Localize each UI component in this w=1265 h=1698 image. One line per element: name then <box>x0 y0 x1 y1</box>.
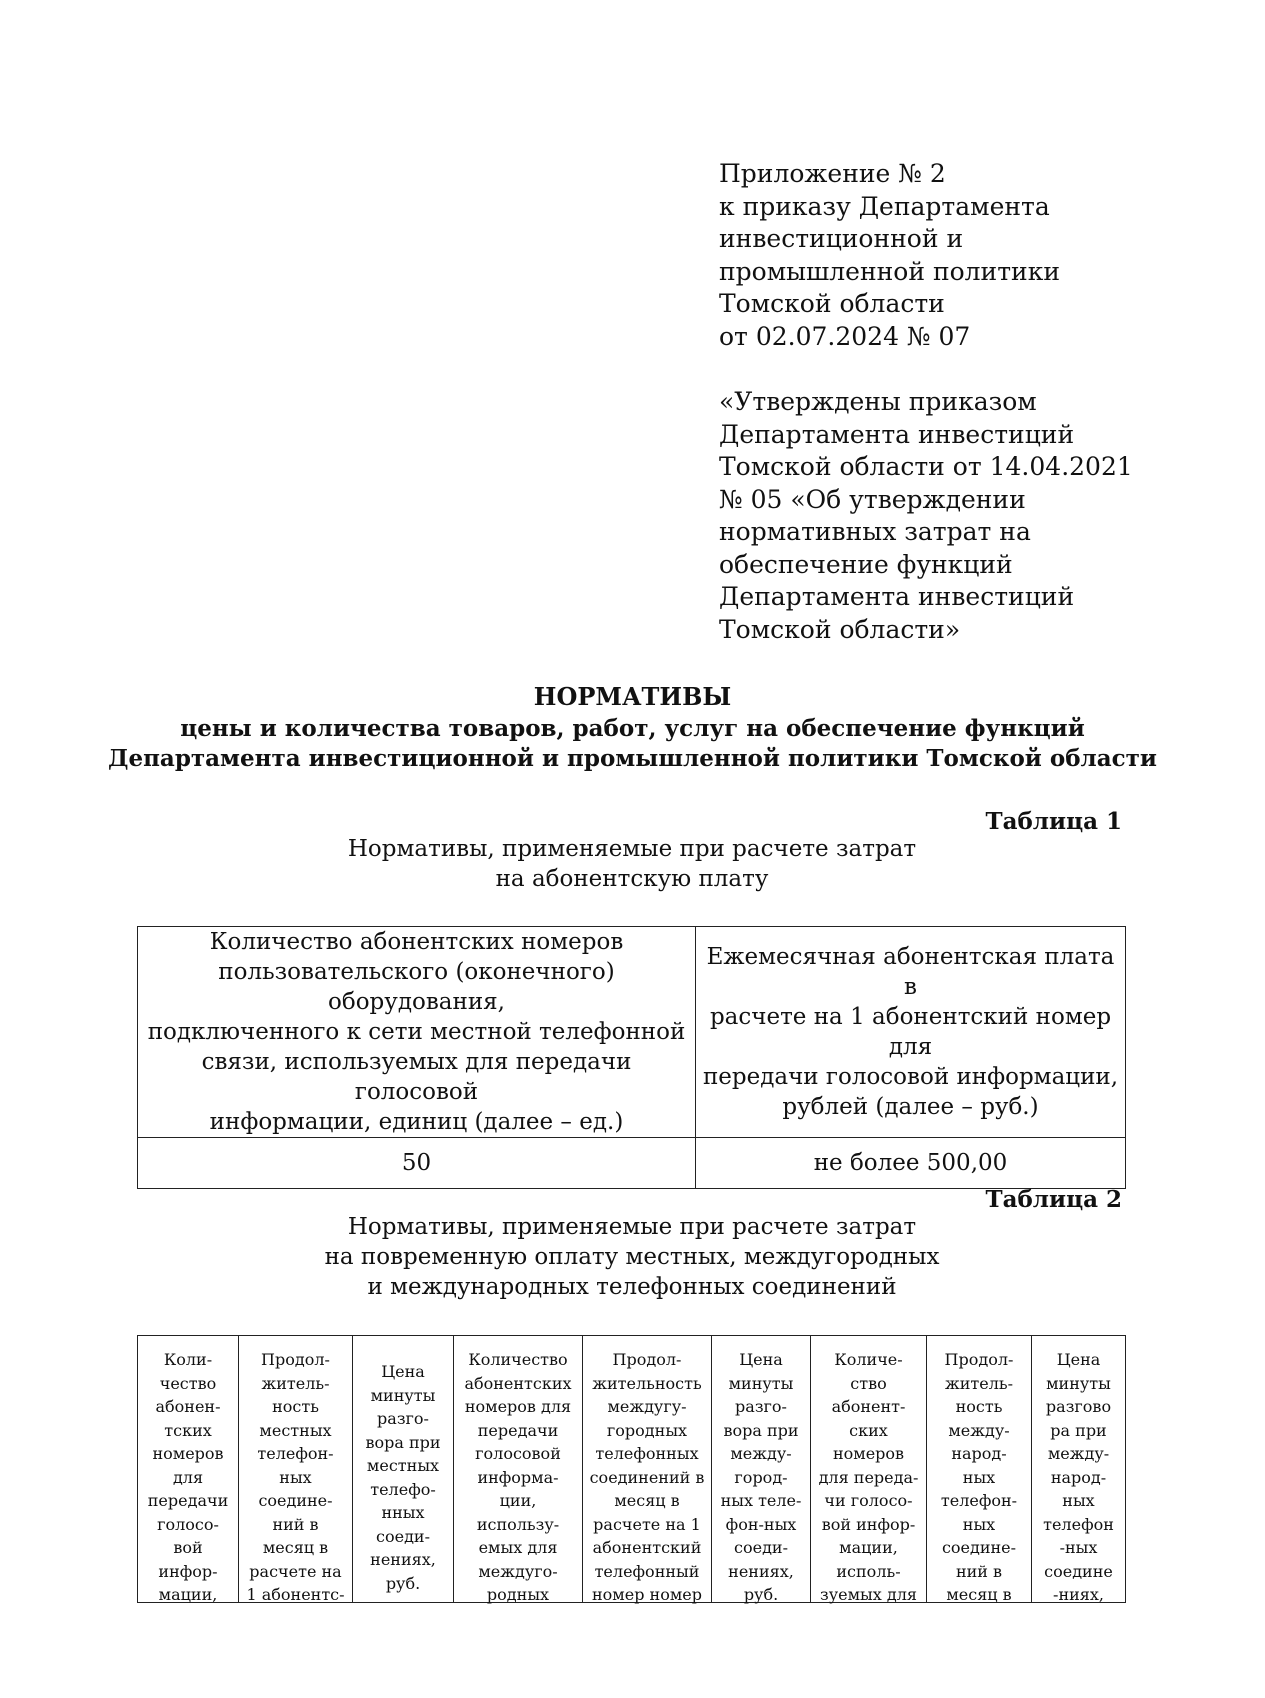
header-line: Продол- <box>612 1350 682 1369</box>
approval-line: Томской области» <box>719 614 961 644</box>
header-line: междуго- <box>478 1561 558 1581</box>
header-line: соедине <box>1044 1561 1113 1581</box>
caption-line: на повременную оплату местных, междугородных <box>324 1244 940 1270</box>
header-line: ных <box>1062 1491 1095 1510</box>
table1-header-cell <box>696 927 1126 1138</box>
header-line: руб. <box>743 1585 779 1604</box>
header-line: телефонных <box>595 1444 699 1463</box>
header-line: абонентских <box>464 1373 572 1393</box>
header-line: нениях, <box>728 1561 794 1581</box>
header-line: народ- <box>1050 1467 1107 1487</box>
document-subtitle: цены и количества товаров, работ, услуг на обеспечение функций <box>180 715 1085 742</box>
table2-header-cell <box>583 1336 712 1603</box>
header-line: Количе- <box>834 1350 903 1369</box>
header-line: фон-ных <box>725 1514 797 1534</box>
header-line: телефо- <box>370 1479 436 1499</box>
header-line: ность <box>955 1397 1003 1416</box>
table1-header-cell <box>138 927 696 1138</box>
header-line: Цена <box>381 1362 425 1381</box>
header-line: голосо- <box>157 1514 219 1534</box>
header-line: жительность <box>592 1373 702 1393</box>
header-line: соедине- <box>941 1538 1017 1557</box>
table2-caption <box>137 1212 1127 1302</box>
header-line: Количество абонентских номеров <box>209 929 624 955</box>
header-line: телефон- <box>940 1491 1018 1510</box>
header-line: телефон <box>1043 1514 1114 1534</box>
table1-label: Таблица 1 <box>985 808 1122 835</box>
header-line: ность <box>272 1397 319 1416</box>
header-line: местных <box>366 1456 440 1475</box>
appendix-line: инвестиционной и <box>719 224 964 253</box>
header-line: вой инфор- <box>821 1514 916 1534</box>
header-line: Продол- <box>261 1350 330 1369</box>
header-line: минуты <box>1046 1373 1111 1393</box>
header-line: чи голосо- <box>824 1491 913 1510</box>
header-line: -ных <box>1059 1538 1098 1557</box>
approval-line: Департамента инвестиций <box>719 582 1075 611</box>
header-line: абонент- <box>831 1397 906 1416</box>
header-line: соединений в <box>589 1467 705 1487</box>
header-line: телефон- <box>257 1444 334 1463</box>
appendix-line: к приказу Департамента <box>719 191 1050 221</box>
header-line: ство <box>850 1373 887 1393</box>
header-line: -ниях, <box>1053 1585 1104 1604</box>
header-line: тских <box>164 1420 212 1440</box>
header-line: подключенного к сети местной телефонной <box>147 1019 686 1045</box>
table2-header-cell <box>811 1336 927 1603</box>
header-line: Ежемесячная абонентская плата в <box>706 944 1115 1000</box>
approval-line: нормативных затрат на <box>719 517 1031 546</box>
caption-line: на абонентскую плату <box>495 866 769 892</box>
header-line: расчете на 1 <box>593 1514 701 1534</box>
document-subtitle: Департамента инвестиционной и промышленной политики Томской области <box>108 745 1157 772</box>
header-line: месяц в <box>946 1585 1012 1604</box>
header-line: Цена <box>739 1350 783 1369</box>
header-line: вора при <box>365 1432 441 1452</box>
table2-label: Таблица 2 <box>985 1186 1122 1213</box>
table2-header-cell <box>138 1336 239 1603</box>
appendix-line: от 02.07.2024 № 07 <box>719 321 971 351</box>
header-line: номеров <box>152 1444 224 1463</box>
header-line: связи, используемых для передачи голосовой <box>201 1049 632 1105</box>
header-line: Цена <box>1056 1350 1101 1369</box>
table2-header-cell <box>927 1336 1032 1603</box>
table2-header-cell <box>1032 1336 1126 1603</box>
header-line: ных теле- <box>720 1491 802 1510</box>
header-line: Продол- <box>944 1350 1014 1369</box>
header-line: городных <box>606 1420 688 1440</box>
header-line: соеди- <box>734 1538 788 1557</box>
header-line: номеров для <box>464 1397 572 1416</box>
header-line: ний в <box>955 1561 1003 1581</box>
header-line: междугу- <box>607 1397 687 1416</box>
table-header-row <box>138 1336 1126 1603</box>
header-line: чество <box>159 1373 217 1393</box>
appendix-block <box>719 158 1159 646</box>
header-line: соеди- <box>376 1526 430 1546</box>
header-line: минуты <box>728 1373 794 1393</box>
header-line: ний в <box>272 1514 319 1534</box>
header-line: ных <box>962 1514 996 1534</box>
header-line: вора при <box>723 1420 799 1440</box>
header-line: передачи голосовой информации, <box>702 1064 1119 1090</box>
caption-line: Нормативы, применяемые при расчете затрат <box>347 1214 917 1240</box>
header-line: для переда- <box>818 1467 919 1487</box>
header-line: исполь- <box>836 1561 901 1581</box>
header-line: голосовой <box>475 1444 561 1463</box>
header-line: руб. <box>385 1573 421 1593</box>
appendix-line: промышленной политики <box>719 256 1061 286</box>
document-heading <box>0 682 1265 774</box>
header-line: номеров <box>832 1444 905 1463</box>
header-line: номер номер <box>592 1585 702 1604</box>
header-line: местных <box>259 1420 332 1440</box>
document-title: НОРМАТИВЫ <box>533 682 732 711</box>
header-line: город- <box>734 1467 788 1487</box>
header-line: передачи <box>147 1491 229 1510</box>
header-line: пользовательского (оконечного) оборудования, <box>218 959 615 1015</box>
header-line: между- <box>1047 1444 1110 1463</box>
header-line: месяц в <box>262 1538 329 1557</box>
header-line: житель- <box>945 1373 1013 1393</box>
table-2 <box>137 1335 1126 1603</box>
appendix-line: Приложение № 2 <box>719 159 946 188</box>
header-line: Коли- <box>163 1350 213 1369</box>
header-line: инфор- <box>158 1561 218 1581</box>
table-cell: не более 500,00 <box>696 1138 1126 1189</box>
caption-line: и международных телефонных соединений <box>367 1274 897 1300</box>
header-line: родных <box>486 1585 550 1604</box>
header-line: абонен- <box>155 1397 221 1416</box>
header-line: ции, <box>499 1491 537 1510</box>
header-line: информа- <box>477 1467 559 1487</box>
header-line: минуты <box>370 1385 436 1405</box>
header-line: Количество <box>468 1350 568 1369</box>
header-line: зуемых для <box>819 1585 917 1604</box>
header-line: нных <box>381 1503 425 1522</box>
header-line: разго- <box>377 1409 429 1428</box>
table1-caption <box>137 834 1127 894</box>
appendix-line: Томской области <box>719 289 945 318</box>
header-line: 1 абонентс- <box>246 1585 345 1604</box>
header-line: вой <box>173 1538 203 1557</box>
approval-line: Томской области от 14.04.2021 <box>719 452 1133 481</box>
header-line: мации, <box>839 1538 898 1557</box>
approval-line: обеспечение функций <box>719 549 1013 579</box>
header-line: абонентский <box>592 1538 702 1557</box>
table2-header-cell <box>454 1336 583 1603</box>
header-line: между- <box>730 1444 792 1463</box>
header-line: нениях, <box>370 1550 436 1569</box>
header-line: для <box>172 1467 204 1487</box>
header-line: мации, <box>158 1585 218 1604</box>
header-line: разгово <box>1045 1397 1112 1416</box>
table-cell: 50 <box>138 1138 696 1189</box>
table2-header-cell <box>353 1336 454 1603</box>
header-line: емых для <box>478 1538 558 1557</box>
table-1 <box>137 926 1126 1189</box>
table2-header-cell <box>239 1336 353 1603</box>
approval-line: № 05 «Об утверждении <box>719 484 1026 514</box>
header-line: между- <box>948 1420 1010 1440</box>
caption-line: Нормативы, применяемые при расчете затрат <box>347 836 917 862</box>
header-line: рублей (далее – руб.) <box>782 1094 1039 1120</box>
header-line: информации, единиц (далее – ед.) <box>209 1109 624 1135</box>
approval-line: «Утверждены приказом <box>719 387 1037 416</box>
table2-header-cell <box>712 1336 811 1603</box>
header-line: передачи <box>477 1420 559 1440</box>
header-line: расчете на 1 абонентский номер для <box>709 1004 1112 1060</box>
header-line: народ- <box>951 1444 1007 1463</box>
header-line: телефонный <box>594 1561 700 1581</box>
header-line: ра при <box>1050 1420 1107 1440</box>
header-line: ских <box>849 1420 888 1440</box>
approval-line: Департамента инвестиций <box>719 419 1075 449</box>
header-line: житель- <box>261 1373 330 1393</box>
header-line: соедине- <box>258 1491 333 1510</box>
table-row <box>138 1138 1126 1189</box>
header-line: использу- <box>476 1514 560 1534</box>
table-header-row <box>138 927 1126 1138</box>
header-line: ных <box>279 1467 312 1487</box>
header-line: месяц в <box>614 1491 680 1510</box>
header-line: ных <box>962 1467 996 1487</box>
header-line: расчете на <box>249 1561 342 1581</box>
header-line: разго- <box>735 1397 787 1416</box>
